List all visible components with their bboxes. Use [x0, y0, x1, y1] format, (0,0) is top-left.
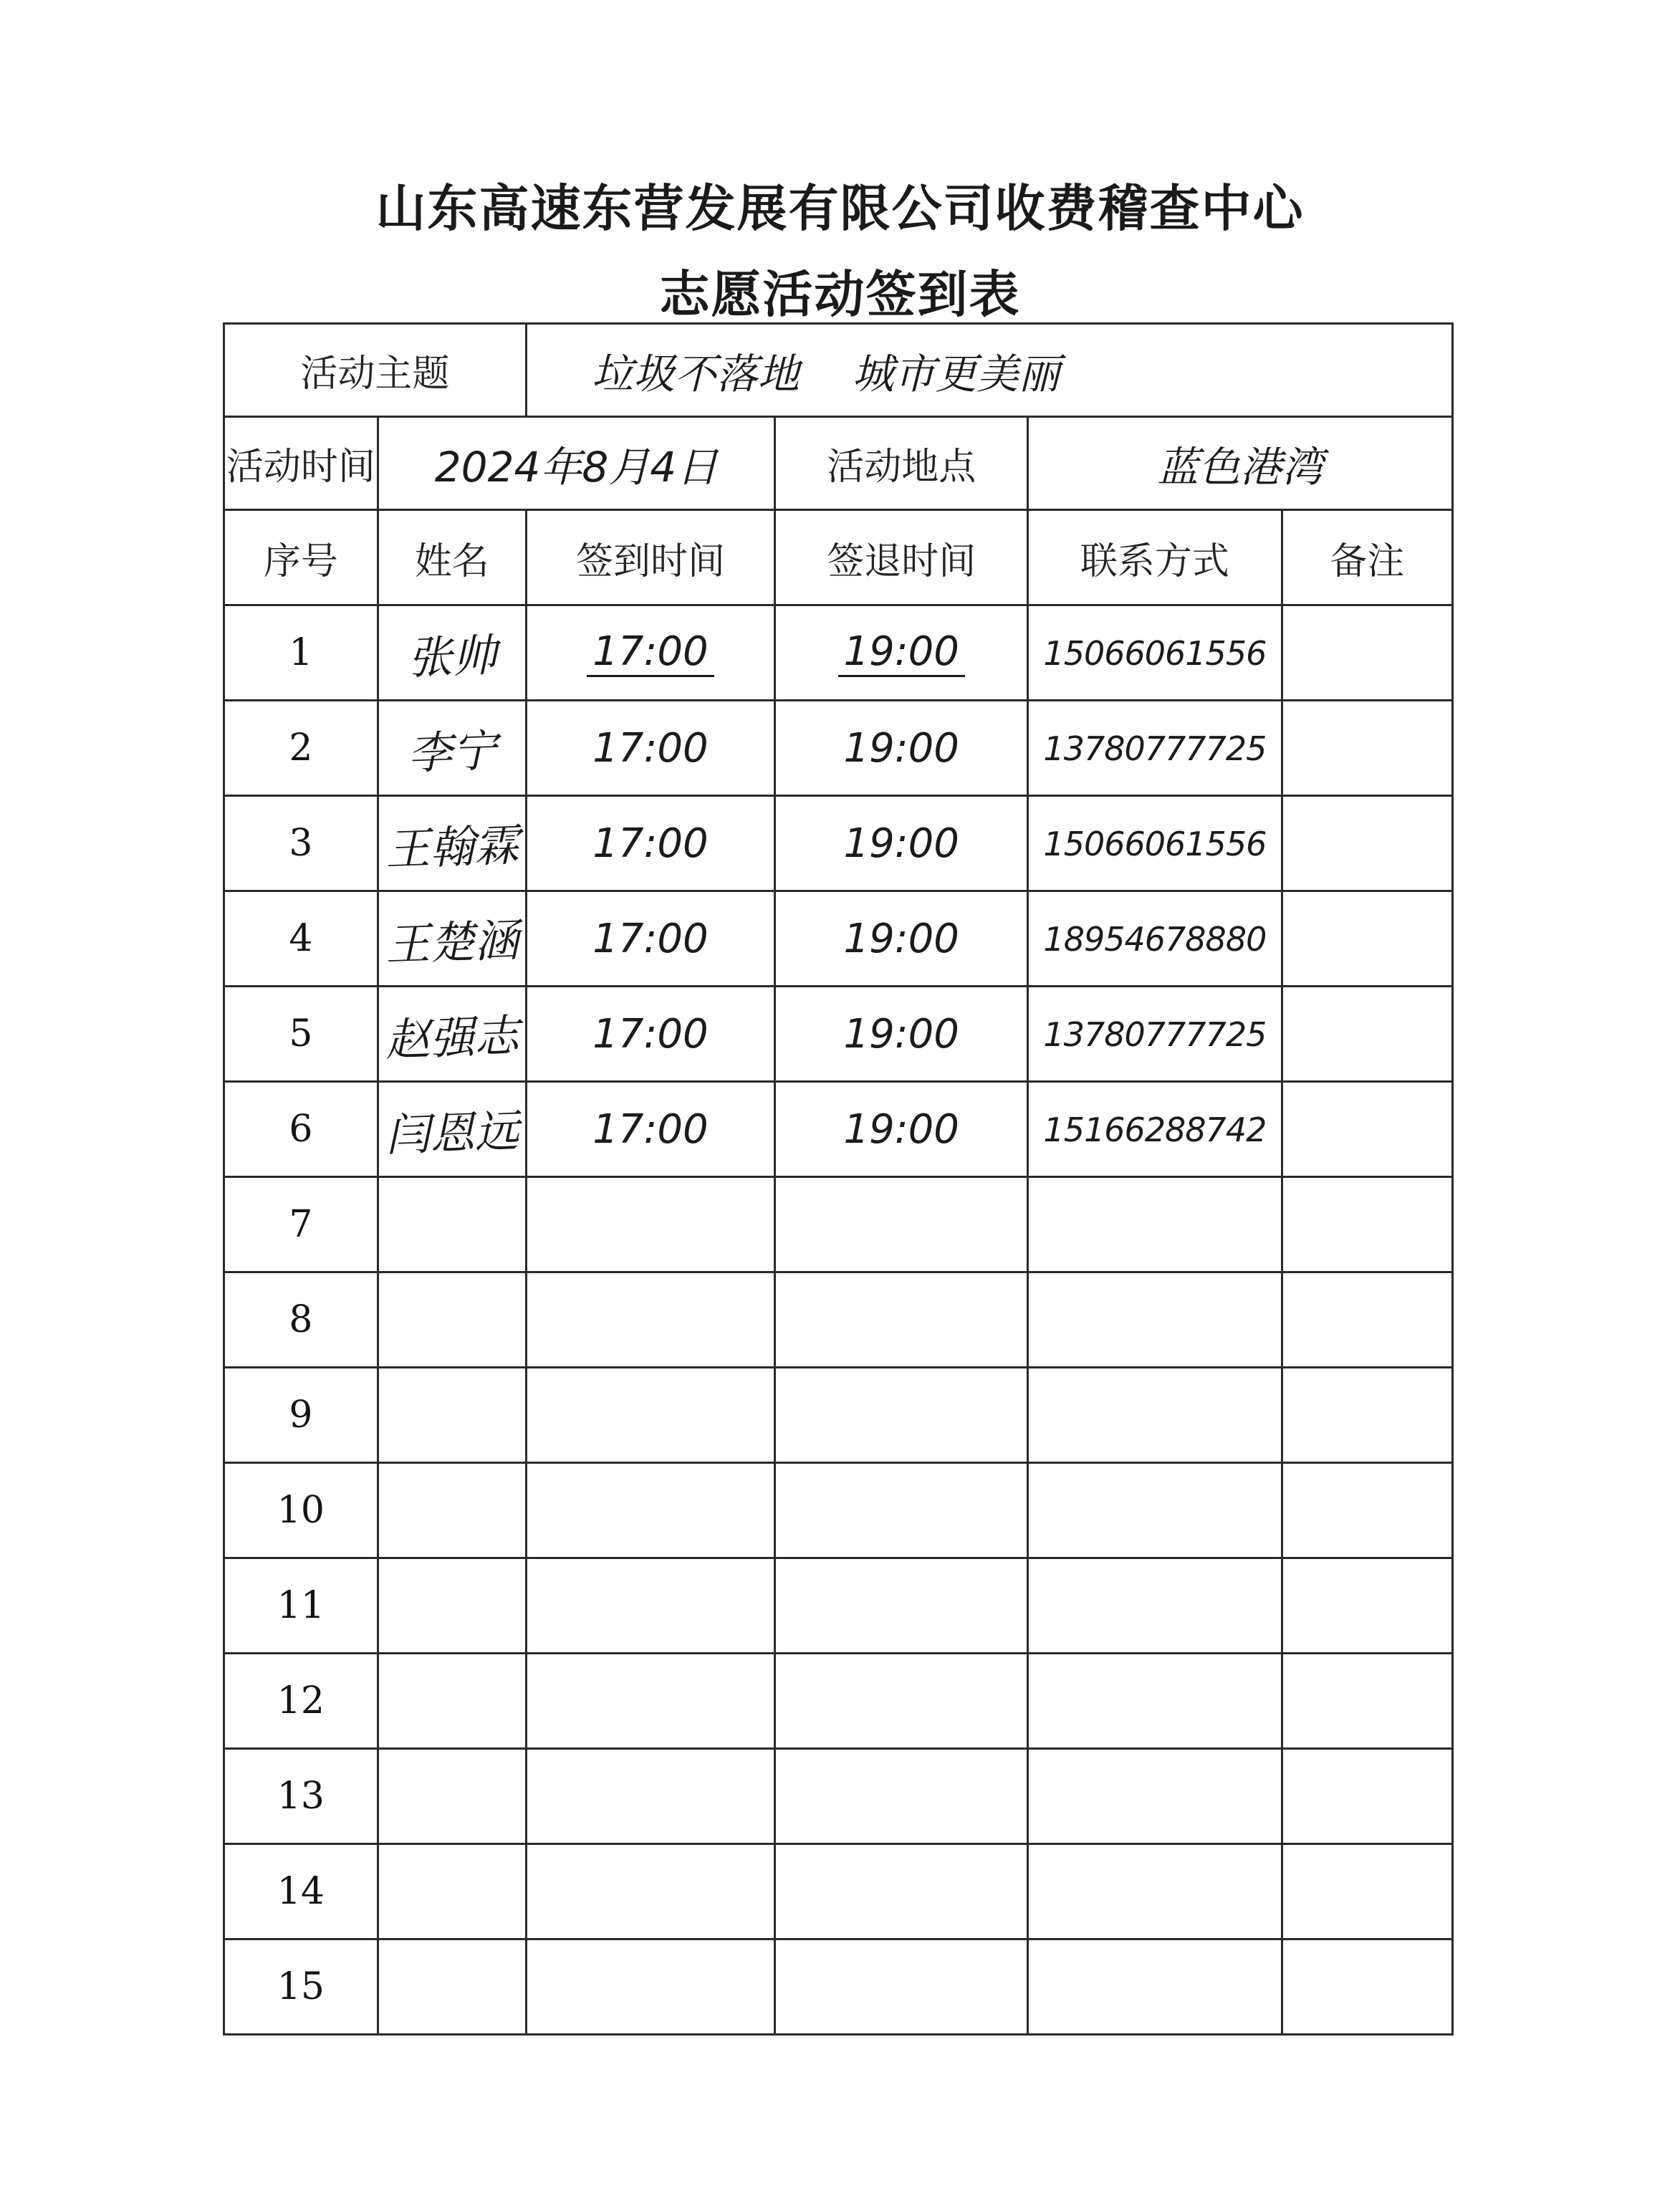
signin-cell	[526, 701, 774, 796]
signin-cell	[526, 1177, 774, 1272]
signin-cell	[526, 987, 774, 1082]
signout-value: 19:00	[843, 1106, 959, 1153]
signout-cell	[775, 1368, 1028, 1463]
row-number: 12	[224, 1654, 378, 1749]
note-cell	[1282, 987, 1453, 1082]
signout-value: 19:00	[843, 724, 959, 772]
note-cell	[1282, 701, 1453, 796]
column-header-row	[224, 510, 1453, 605]
table-row	[224, 1177, 1453, 1272]
name-cell	[378, 701, 526, 796]
table-row	[224, 796, 1453, 891]
col-header-name: 姓名	[378, 510, 526, 605]
table-row	[224, 1654, 1453, 1749]
signin-value: 17:00	[592, 820, 709, 867]
row-number: 10	[224, 1463, 378, 1558]
name-cell	[378, 987, 526, 1082]
row-number: 13	[224, 1749, 378, 1844]
signout-cell	[775, 1844, 1028, 1939]
signout-cell	[775, 605, 1028, 701]
contact-cell	[1028, 1654, 1282, 1749]
col-header-no: 序号	[224, 510, 378, 605]
name-cell	[378, 1463, 526, 1558]
contact-cell	[1028, 891, 1282, 987]
row-number: 11	[224, 1558, 378, 1654]
signin-value: 17:00	[592, 915, 709, 962]
place-label: 活动地点	[775, 417, 1028, 510]
row-number: 5	[224, 987, 378, 1082]
note-cell	[1282, 1463, 1453, 1558]
contact-cell	[1028, 1082, 1282, 1177]
signout-cell	[775, 987, 1028, 1082]
table-row	[224, 1368, 1453, 1463]
signout-cell	[775, 891, 1028, 987]
row-number: 7	[224, 1177, 378, 1272]
time-place-row	[224, 417, 1453, 510]
name-value: 闫恩远	[384, 1104, 520, 1161]
name-cell	[378, 1558, 526, 1654]
name-cell	[378, 1177, 526, 1272]
contact-cell	[1028, 1177, 1282, 1272]
signout-cell	[775, 701, 1028, 796]
contact-value: 15166288742	[1043, 1111, 1267, 1149]
name-cell	[378, 1368, 526, 1463]
note-cell	[1282, 1558, 1453, 1654]
note-cell	[1282, 891, 1453, 987]
name-cell	[378, 1749, 526, 1844]
contact-cell	[1028, 1368, 1282, 1463]
signout-cell	[775, 1177, 1028, 1272]
contact-cell	[1028, 1844, 1282, 1939]
row-number: 15	[224, 1939, 378, 2035]
contact-value: 13780777725	[1043, 729, 1267, 768]
signout-cell	[775, 1654, 1028, 1749]
signout-cell	[775, 1749, 1028, 1844]
signout-cell	[775, 1272, 1028, 1368]
table-row	[224, 605, 1453, 701]
contact-value: 15066061556	[1043, 634, 1267, 673]
row-number: 9	[224, 1368, 378, 1463]
contact-cell	[1028, 1463, 1282, 1558]
name-value: 李宁	[406, 724, 498, 780]
signin-table	[223, 322, 1454, 2035]
signin-value: 17:00	[592, 724, 709, 772]
name-cell	[378, 1654, 526, 1749]
contact-cell	[1028, 1272, 1282, 1368]
row-number: 2	[224, 701, 378, 796]
signin-cell	[526, 1272, 774, 1368]
col-header-note: 备注	[1282, 510, 1453, 605]
name-cell	[378, 796, 526, 891]
signout-cell	[775, 1463, 1028, 1558]
table-row	[224, 701, 1453, 796]
signin-value: 17:00	[587, 628, 714, 677]
signin-value: 17:00	[592, 1010, 709, 1058]
name-cell	[378, 1272, 526, 1368]
contact-cell	[1028, 1939, 1282, 2035]
note-cell	[1282, 1177, 1453, 1272]
org-title: 山东高速东营发展有限公司收费稽查中心	[375, 179, 1305, 238]
signout-cell	[775, 796, 1028, 891]
name-value: 张帅	[406, 628, 498, 684]
theme-row	[224, 324, 1453, 417]
table-row	[224, 1939, 1453, 2035]
signin-value: 17:00	[592, 1106, 709, 1153]
contact-value: 15066061556	[1043, 825, 1267, 863]
place-value: 蓝色港湾	[1157, 442, 1324, 491]
note-cell	[1282, 605, 1453, 701]
signout-cell	[775, 1939, 1028, 2035]
signout-value: 19:00	[838, 628, 965, 677]
row-number: 14	[224, 1844, 378, 1939]
signin-cell	[526, 1844, 774, 1939]
row-number: 8	[224, 1272, 378, 1368]
name-cell	[378, 1939, 526, 2035]
note-cell	[1282, 1844, 1453, 1939]
signin-cell	[526, 796, 774, 891]
signin-cell	[526, 1939, 774, 2035]
contact-cell	[1028, 987, 1282, 1082]
contact-cell	[1028, 796, 1282, 891]
table-row	[224, 1272, 1453, 1368]
col-header-signout: 签退时间	[775, 510, 1028, 605]
note-cell	[1282, 1082, 1453, 1177]
contact-cell	[1028, 1558, 1282, 1654]
note-cell	[1282, 1939, 1453, 2035]
row-number: 1	[224, 605, 378, 701]
contact-cell	[1028, 1749, 1282, 1844]
name-cell	[378, 1844, 526, 1939]
signin-cell	[526, 1749, 774, 1844]
note-cell	[1282, 1749, 1453, 1844]
name-value: 赵强志	[384, 1009, 520, 1066]
table-row	[224, 1463, 1453, 1558]
table-row	[224, 987, 1453, 1082]
theme-value-cell	[526, 324, 1452, 417]
data-rows	[224, 605, 1453, 2035]
note-cell	[1282, 1654, 1453, 1749]
time-value-cell	[378, 417, 774, 510]
table-row	[224, 1558, 1453, 1654]
name-cell	[378, 1082, 526, 1177]
col-header-signin: 签到时间	[526, 510, 774, 605]
signin-cell	[526, 1082, 774, 1177]
contact-cell	[1028, 605, 1282, 701]
note-cell	[1282, 1368, 1453, 1463]
name-value: 王楚涵	[384, 914, 520, 971]
time-value: 2024年8月4日	[434, 442, 719, 491]
signin-cell	[526, 605, 774, 701]
note-cell	[1282, 1272, 1453, 1368]
contact-cell	[1028, 701, 1282, 796]
time-label: 活动时间	[224, 417, 378, 510]
col-header-contact: 联系方式	[1028, 510, 1282, 605]
signout-cell	[775, 1558, 1028, 1654]
signin-cell	[526, 1654, 774, 1749]
name-value: 王翰霖	[384, 818, 520, 876]
signin-cell	[526, 1463, 774, 1558]
signin-cell	[526, 1558, 774, 1654]
note-cell	[1282, 796, 1453, 891]
name-cell	[378, 605, 526, 701]
name-cell	[378, 891, 526, 987]
contact-value: 18954678880	[1043, 920, 1267, 959]
form-title: 志愿活动签到表	[659, 265, 1021, 324]
signin-cell	[526, 891, 774, 987]
signout-value: 19:00	[843, 1010, 959, 1058]
table-row	[224, 1082, 1453, 1177]
theme-value: 垃圾不落地 城市更美丽	[591, 349, 1060, 398]
signout-value: 19:00	[843, 820, 959, 867]
signout-value: 19:00	[843, 915, 959, 962]
table-row	[224, 891, 1453, 987]
row-number: 6	[224, 1082, 378, 1177]
contact-value: 13780777725	[1043, 1015, 1267, 1054]
table-row	[224, 1749, 1453, 1844]
signin-cell	[526, 1368, 774, 1463]
row-number: 3	[224, 796, 378, 891]
theme-label: 活动主题	[224, 324, 527, 417]
table-row	[224, 1844, 1453, 1939]
place-value-cell	[1028, 417, 1453, 510]
signout-cell	[775, 1082, 1028, 1177]
row-number: 4	[224, 891, 378, 987]
